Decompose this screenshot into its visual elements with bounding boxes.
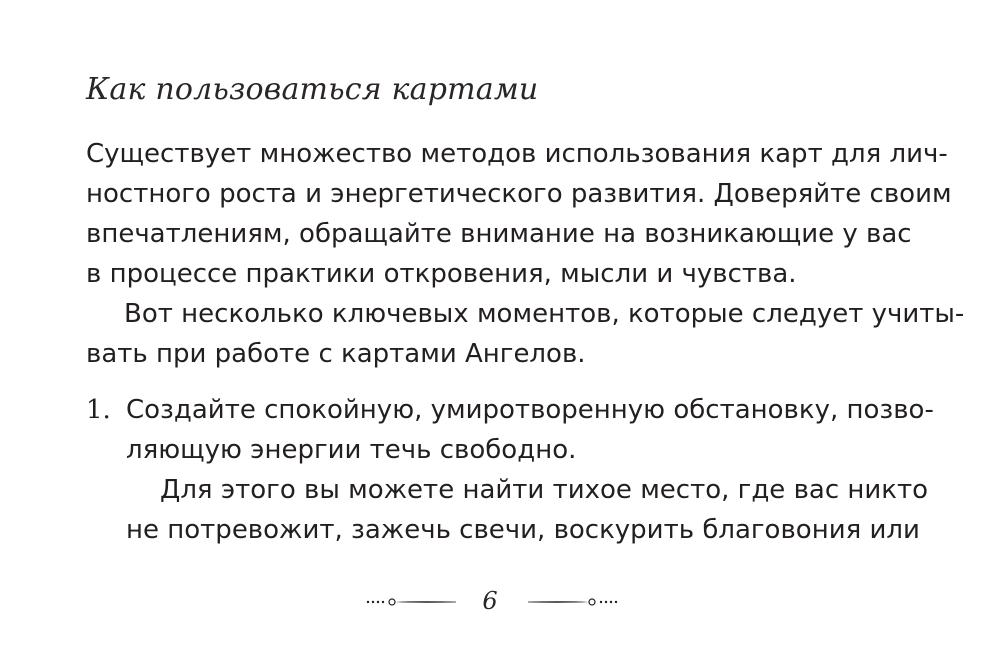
list-item-line: не потревожит, зажечь свечи, воскурить благовония или xyxy=(126,515,920,545)
list-item-line: ляющую энергии течь свободно. xyxy=(126,435,577,465)
paragraph-line: Вот несколько ключевых моментов, которые следует учиты- xyxy=(124,299,965,329)
numbered-list xyxy=(86,390,934,550)
paragraph-line: ностного роста и энергетического развития. Доверяйте своим xyxy=(86,179,952,209)
list-item-line: Создайте спокойную, умиротворенную обстановку, позво- xyxy=(126,395,934,425)
paragraph-line: впечатлениям, обращайте внимание на возникающие у вас xyxy=(86,219,912,249)
paragraph-line: Существует множество методов использования карт для лич- xyxy=(86,139,948,169)
page-number: 6 xyxy=(482,587,498,615)
ornament-right-icon xyxy=(526,597,618,607)
key-points-paragraph xyxy=(86,294,965,374)
list-item-line: Для этого вы можете найти тихое место, где вас никто xyxy=(160,475,929,505)
section-heading: Как пользоваться картами xyxy=(86,72,539,107)
paragraph-line: вать при работе с картами Ангелов. xyxy=(86,339,586,369)
page-footer xyxy=(0,585,1000,621)
intro-paragraph xyxy=(86,134,952,294)
list-item-number: 1. xyxy=(86,395,111,425)
ornament-left-icon xyxy=(366,597,458,607)
paragraph-line: в процессе практики откровения, мысли и чувства. xyxy=(86,259,797,289)
list-item xyxy=(126,390,934,550)
